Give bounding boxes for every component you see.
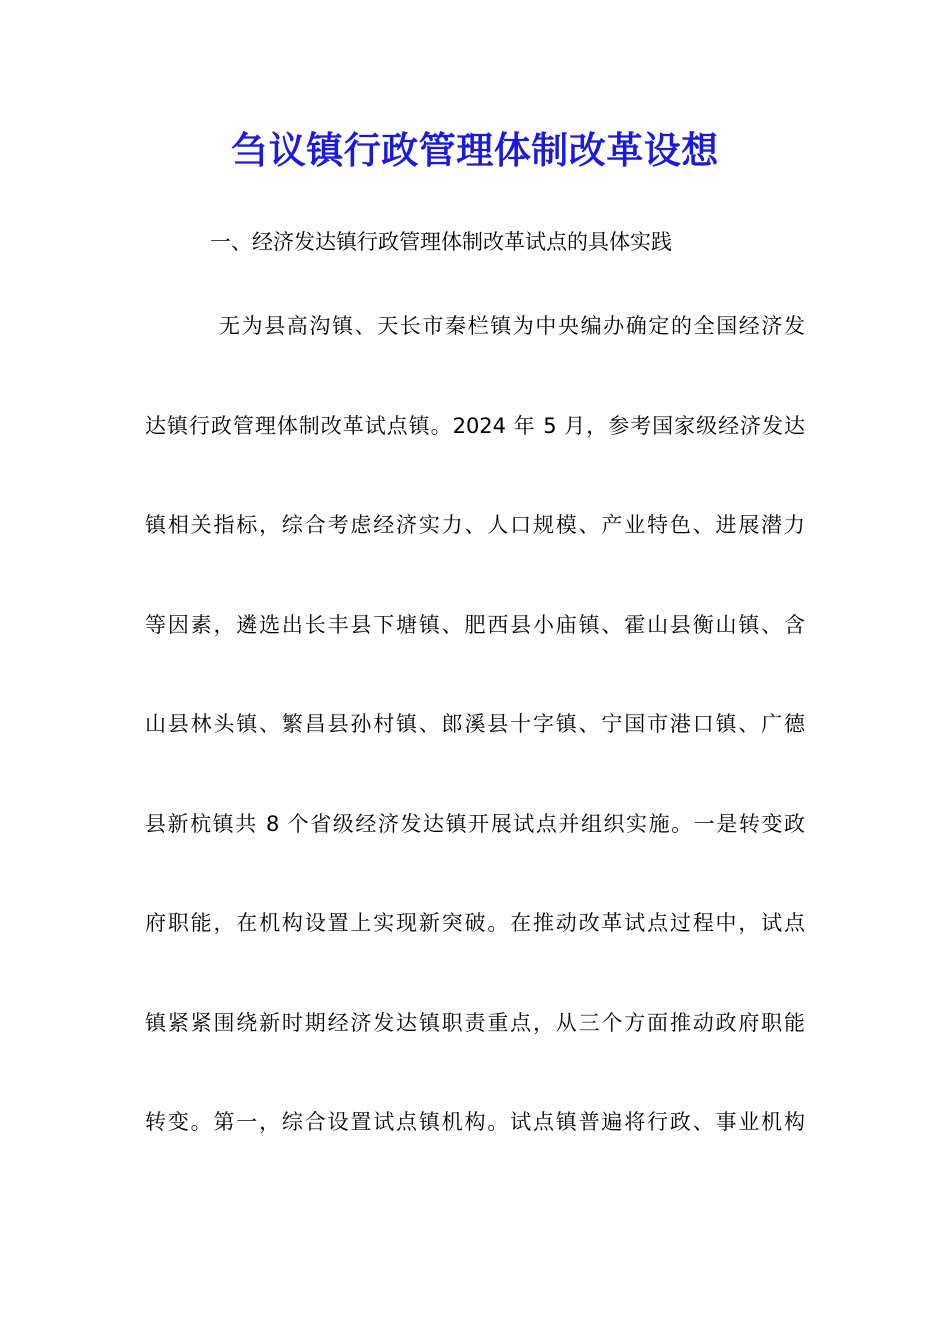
paragraph-line: 达镇行政管理体制改革试点镇。2024 年 5 月，参考国家级经济发达: [145, 413, 805, 438]
document-title: 刍议镇行政管理体制改革设想: [231, 128, 719, 172]
paragraph-line: 府职能，在机构设置上实现新突破。在推动改革试点过程中，试点: [145, 911, 805, 935]
body-paragraph: [145, 306, 805, 1202]
paragraph-line: 山县林头镇、繁昌县孙村镇、郎溪县十字镇、宁国市港口镇、广德: [145, 712, 805, 736]
paragraph-line: 县新杭镇共 8 个省级经济发达镇开展试点并组织实施。一是转变政: [145, 811, 805, 836]
paragraph-line: 镇紧紧围绕新时期经济发达镇职责重点，从三个方面推动政府职能: [145, 1010, 805, 1035]
paragraph-line: 转变。第一，综合设置试点镇机构。试点镇普遍将行政、事业机构: [145, 1110, 805, 1134]
paragraph-line: 镇相关指标，综合考虑经济实力、人口规模、产业特色、进展潜力: [145, 513, 805, 537]
paragraph-line: 无为县高沟镇、天长市秦栏镇为中央编办确定的全国经济发: [219, 314, 805, 338]
section-heading: 一、经济发达镇行政管理体制改革试点的具体实践: [210, 230, 672, 254]
paragraph-line: 等因素，遴选出长丰县下塘镇、肥西县小庙镇、霍山县衡山镇、含: [145, 612, 805, 637]
